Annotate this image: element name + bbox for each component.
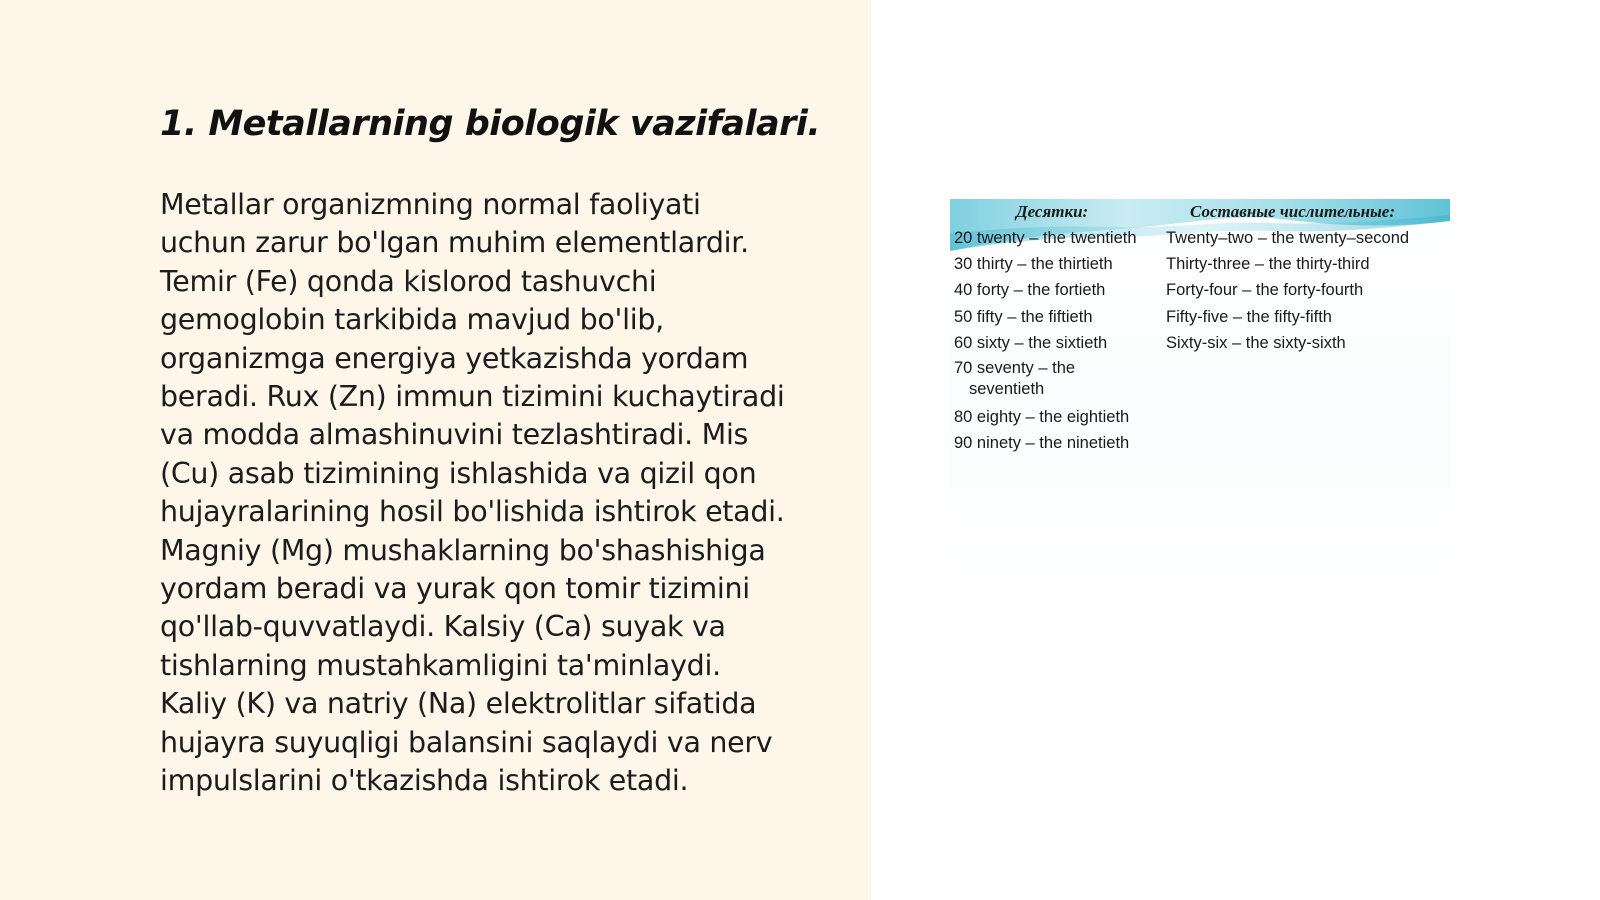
body-line: Kaliy (K) va natriy (Na) elektrolitlar sifatida xyxy=(160,687,757,721)
compound-row: Forty-four – the forty-fourth xyxy=(1166,281,1364,300)
tens-row: 30 thirty – the thirtieth xyxy=(954,255,1113,274)
slide-body-text xyxy=(160,186,840,801)
body-line: gemoglobin tarkibida mavjud bo'lib, xyxy=(160,303,664,337)
body-line: beradi. Rux (Zn) immun tizimini kuchaytiradi xyxy=(160,380,785,414)
compound-row: Fifty-five – the fifty-fifth xyxy=(1166,307,1332,326)
slide-title: 1. Metallarning biologik vazifalari. xyxy=(160,104,821,144)
body-line: Magniy (Mg) mushaklarning bo'shashishiga xyxy=(160,533,766,567)
tens-row: 90 ninety – the ninetieth xyxy=(954,434,1130,453)
compound-row: Thirty-three – the thirty-third xyxy=(1166,255,1370,274)
tens-row: 50 fifty – the fiftieth xyxy=(954,307,1093,326)
header-compound-label: Составные числительные: xyxy=(1190,202,1396,221)
header-tens-label: Десятки: xyxy=(1016,202,1089,221)
tens-row: 40 forty – the fortieth xyxy=(954,281,1106,300)
tens-row-text: 70 seventy – the xyxy=(954,358,1076,377)
body-line: hujayra suyuqligi balansini saqlaydi va nerv xyxy=(160,725,773,759)
body-line: impulslarini o'tkazishda ishtirok etadi. xyxy=(160,764,689,798)
compound-row: Sixty-six – the sixty-sixth xyxy=(1166,333,1346,352)
body-line: qo'llab-quvvatlaydi. Kalsiy (Ca) suyak va xyxy=(160,610,726,644)
body-line: Metallar organizmning normal faoliyati xyxy=(160,188,701,221)
body-line: Temir (Fe) qonda kislorod tashuvchi xyxy=(160,264,657,298)
body-line: hujayralarining hosil bo'lishida ishtirok etadi. xyxy=(160,495,785,529)
tens-row: 80 eighty – the eightieth xyxy=(954,407,1130,426)
tens-row: 60 sixty – the sixtieth xyxy=(954,333,1108,352)
body-line: va modda almashinuvini tezlashtiradi. Mis xyxy=(160,418,749,452)
compound-column xyxy=(1166,227,1450,358)
body-line: organizmga energiya yetkazishda yordam xyxy=(160,341,749,375)
tens-column xyxy=(954,227,1164,458)
body-line: yordam beradi va yurak qon tomir tizimini xyxy=(160,572,750,606)
body-line: tishlarning mustahkamligini ta'minlaydi. xyxy=(160,648,721,682)
compound-row: Twenty–two – the twenty–second xyxy=(1166,229,1410,247)
body-line: (Cu) asab tizimining ishlashida va qizil qon xyxy=(160,456,757,490)
numerals-table-image xyxy=(950,199,1450,579)
body-line: uchun zarur bo'lgan muhim elementlardir. xyxy=(160,226,749,260)
tens-row-continuation: seventieth xyxy=(969,379,1045,398)
tens-row xyxy=(954,358,1164,406)
tens-row: 20 twenty – the twentieth xyxy=(954,229,1137,247)
